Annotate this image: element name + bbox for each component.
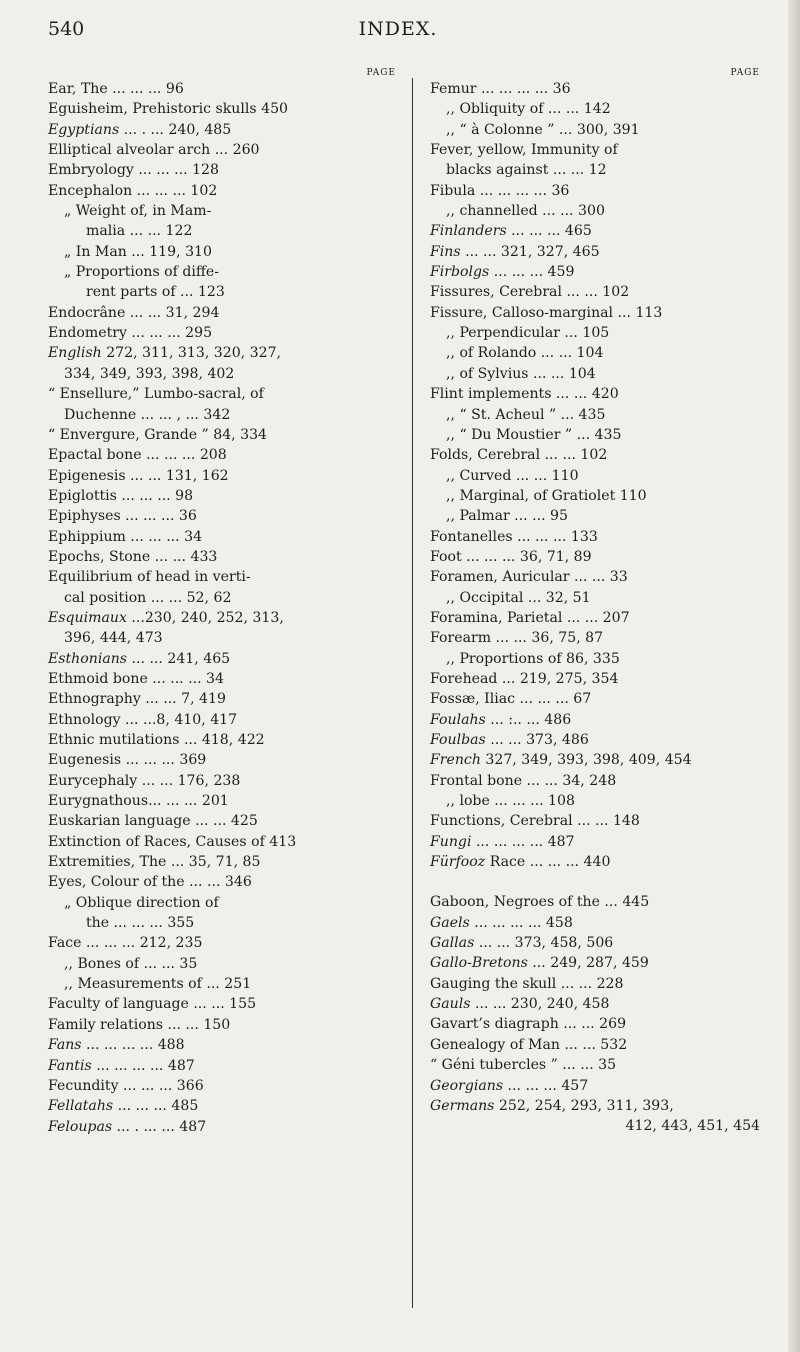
index-entry: Epigenesis ... ... 131, 162 <box>48 467 229 484</box>
index-entry: blacks against ... ... 12 <box>446 162 607 179</box>
column-divider <box>412 78 413 1308</box>
index-entry: Ethnography ... ... 7, 419 <box>48 691 226 708</box>
index-entry: Flint implements ... ... 420 <box>430 386 619 403</box>
index-entry: Extremities, The ... 35, 71, 85 <box>48 854 261 871</box>
index-entry: Foramen, Auricular ... ... 33 <box>430 569 628 586</box>
index-entry: ,, “ St. Acheul ” ... 435 <box>446 406 606 423</box>
index-entry: Gauging the skull ... ... 228 <box>430 975 624 992</box>
index-entry: Ear, The ... ... ... 96 <box>48 81 184 97</box>
index-entry: Embryology ... ... ... 128 <box>48 162 219 179</box>
index-entry: Firbolgs ... ... ... 459 <box>430 264 575 281</box>
index-entry: ,, “ à Colonne ” ... 300, 391 <box>446 121 640 138</box>
index-entry: Folds, Cerebral ... ... 102 <box>430 447 608 464</box>
index-entry: ,, Palmar ... ... 95 <box>446 508 568 525</box>
index-entry: Finlanders ... ... ... 465 <box>430 223 592 240</box>
page-column-label: PAGE <box>730 68 760 78</box>
index-entry: Fever, yellow, Immunity of <box>430 142 618 159</box>
index-entry: 334, 349, 393, 398, 402 <box>64 365 235 382</box>
index-column-left <box>48 68 396 1137</box>
index-entry: rent parts of ... 123 <box>86 284 225 301</box>
index-entry: Ethmoid bone ... ... ... 34 <box>48 670 224 687</box>
index-entry: Endocrâne ... ... 31, 294 <box>48 304 220 321</box>
index-entry: “ Géni tubercles ” ... ... 35 <box>430 1057 617 1074</box>
index-entry: Fissures, Cerebral ... ... 102 <box>430 284 630 301</box>
index-entry: cal position ... ... 52, 62 <box>64 589 232 606</box>
index-entry: Fossæ, Iliac ... ... ... 67 <box>430 691 592 708</box>
index-entry: the ... ... ... 355 <box>86 915 195 932</box>
index-entry: Foot ... ... ... 36, 71, 89 <box>430 548 592 565</box>
index-entry: Epactal bone ... ... ... 208 <box>48 447 227 464</box>
index-entry: „ Oblique direction of <box>64 894 219 911</box>
index-entry: Fissure, Calloso-marginal ... 113 <box>430 304 663 321</box>
index-entry: Esthonians ... ... 241, 465 <box>48 650 231 667</box>
index-entry: Extinction of Races, Causes of 413 <box>48 833 297 850</box>
index-entry: Encephalon ... ... ... 102 <box>48 182 218 199</box>
index-entry: Genealogy of Man ... ... 532 <box>430 1036 628 1053</box>
index-entry: ,, Bones of ... ... 35 <box>64 955 198 972</box>
index-entry: Feloupas ... . ... ... 487 <box>48 1118 207 1135</box>
index-entry: Egyptians ... . ... 240, 485 <box>48 121 232 138</box>
index-entry: Gallo-Bretons ... 249, 287, 459 <box>430 955 649 972</box>
index-entry: Eurygnathous... ... ... 201 <box>48 793 229 810</box>
index-entry: ,, of Sylvius ... ... 104 <box>446 365 596 382</box>
index-entry: ,, Obliquity of ... ... 142 <box>446 101 611 118</box>
index-entry: Ephippium ... ... ... 34 <box>48 528 203 545</box>
index-entry: French 327, 349, 393, 398, 409, 454 <box>430 752 692 769</box>
index-entry: “ Envergure, Grande ” 84, 334 <box>48 426 268 443</box>
index-entry: Fantis ... ... ... ... 487 <box>48 1057 195 1074</box>
index-entry: ,, “ Du Moustier ” ... 435 <box>446 426 622 443</box>
index-entry: Fans ... ... ... ... 488 <box>48 1037 185 1054</box>
index-entry: 412, 443, 451, 454 <box>625 1118 760 1135</box>
index-entry: ,, lobe ... ... ... 108 <box>446 793 575 810</box>
index-entry: Endometry ... ... ... 295 <box>48 325 213 342</box>
page-header <box>48 18 748 48</box>
index-entry: Foulbas ... ... 373, 486 <box>430 732 589 748</box>
index-entry: malia ... ... 122 <box>86 223 193 240</box>
index-entry: ,, Proportions of 86, 335 <box>446 650 620 667</box>
index-entry: „ Proportions of diffe- <box>64 264 220 281</box>
index-entry: ,, of Rolando ... ... 104 <box>446 345 604 362</box>
index-entry: ,, Perpendicular ... 105 <box>446 325 610 342</box>
index-entry: 396, 444, 473 <box>64 630 163 647</box>
index-entry: Fungi ... ... ... ... 487 <box>430 833 575 850</box>
index-entry: Femur ... ... ... ... 36 <box>430 81 571 97</box>
index-entry: English 272, 311, 313, 320, 327, <box>48 345 282 362</box>
index-entries-right <box>430 79 760 1137</box>
index-entry: „ Weight of, in Mam- <box>64 203 212 220</box>
index-entry: Eugenesis ... ... ... 369 <box>48 752 207 769</box>
index-entry: Gavart’s diagraph ... ... 269 <box>430 1016 627 1033</box>
index-entry: Epiglottis ... ... ... 98 <box>48 487 194 504</box>
index-entry: ,, Curved ... ... 110 <box>446 467 579 484</box>
index-entry: ,, Marginal, of Gratiolet 110 <box>446 487 647 504</box>
index-entry: Face ... ... ... 212, 235 <box>48 935 203 952</box>
running-title: INDEX. <box>358 18 438 40</box>
page-number: 540 <box>48 18 85 40</box>
index-entry: Fontanelles ... ... ... 133 <box>430 528 598 545</box>
index-column-right <box>430 68 760 1137</box>
index-entry: “ Ensellure,” Lumbo-sacral, of <box>48 386 264 403</box>
index-entry: Fellatahs ... ... ... 485 <box>48 1098 199 1115</box>
index-entry: Gaboon, Negroes of the ... 445 <box>430 894 650 911</box>
index-entry: Foramina, Parietal ... ... 207 <box>430 609 630 626</box>
index-entry: ,, Measurements of ... 251 <box>64 976 252 993</box>
index-entry: Germans 252, 254, 293, 311, 393, <box>430 1097 674 1114</box>
index-entry: Foulahs ... :.. ... 486 <box>430 711 572 728</box>
index-entry: Functions, Cerebral ... ... 148 <box>430 813 640 830</box>
index-entry: Epiphyses ... ... ... 36 <box>48 508 197 525</box>
index-entry: Fibula ... ... ... ... 36 <box>430 182 570 199</box>
index-entry: ,, Occipital ... 32, 51 <box>446 589 591 606</box>
index-entry: Gauls ... ... 230, 240, 458 <box>430 996 610 1013</box>
index-entry: Gaels ... ... ... ... 458 <box>430 914 573 931</box>
index-entry: Eurycephaly ... ... 176, 238 <box>48 772 241 789</box>
index-entry: Esquimaux ...230, 240, 252, 313, <box>48 609 284 626</box>
index-entry: Ethnic mutilations ... 418, 422 <box>48 732 265 748</box>
index-entry: Ethnology ... ...8, 410, 417 <box>48 711 238 728</box>
page-edge-shadow <box>788 0 800 1352</box>
index-entry: Eguisheim, Prehistoric skulls 450 <box>48 101 288 118</box>
index-entry: Gallas ... ... 373, 458, 506 <box>430 935 614 952</box>
index-entry: Fürfooz Race ... ... ... 440 <box>430 854 611 871</box>
index-entry: Equilibrium of head in verti- <box>48 569 251 586</box>
index-entry: „ In Man ... 119, 310 <box>64 243 212 260</box>
index-entry: Fecundity ... ... ... 366 <box>48 1077 204 1094</box>
index-entry: Epochs, Stone ... ... 433 <box>48 548 218 565</box>
index-entry: Elliptical alveolar arch ... 260 <box>48 142 260 159</box>
index-entry: Family relations ... ... 150 <box>48 1016 231 1033</box>
index-entry <box>430 872 760 892</box>
page-column-label: PAGE <box>366 68 396 78</box>
index-entry: Eyes, Colour of the ... ... 346 <box>48 874 252 891</box>
index-entries-left <box>48 79 396 1137</box>
index-entry: Fins ... ... 321, 327, 465 <box>430 243 600 260</box>
index-entry: Georgians ... ... ... 457 <box>430 1077 589 1094</box>
index-entry: Frontal bone ... ... 34, 248 <box>430 772 617 789</box>
index-entry: Forehead ... 219, 275, 354 <box>430 670 619 687</box>
index-entry: Faculty of language ... ... 155 <box>48 996 257 1013</box>
index-entry: Forearm ... ... 36, 75, 87 <box>430 630 604 647</box>
index-entry: Euskarian language ... ... 425 <box>48 813 258 830</box>
index-entry: ,, channelled ... ... 300 <box>446 203 605 220</box>
index-entry: Duchenne ... ... , ... 342 <box>64 406 231 423</box>
